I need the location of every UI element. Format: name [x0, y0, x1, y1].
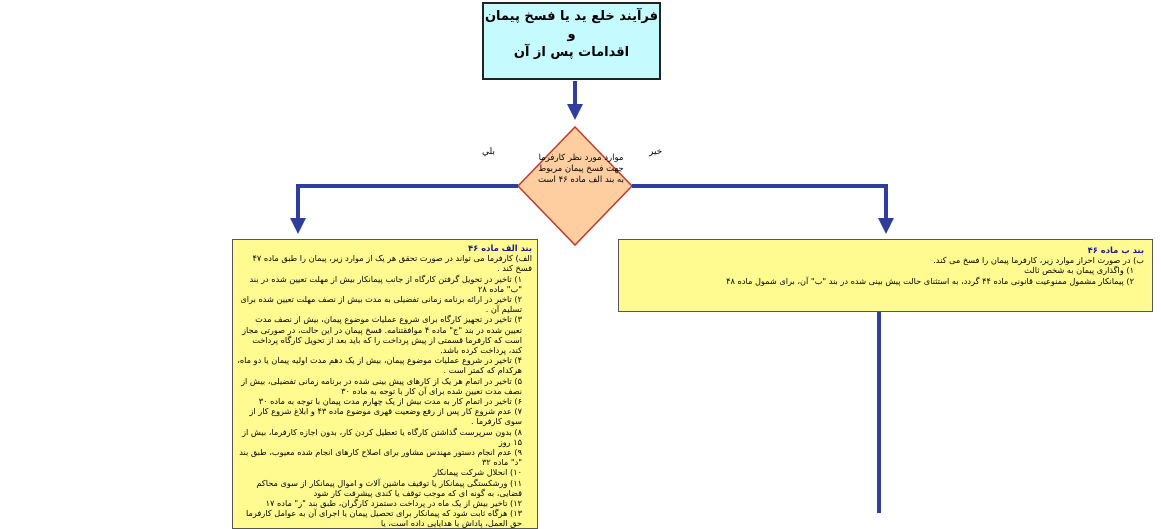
decision-diamond [518, 127, 632, 245]
clause-a-item: ۱۰) انحلال شرکت پیمانکار [432, 467, 522, 478]
process-title-box [482, 2, 661, 80]
clause-a-item: ۴) تاخیر در شروع عملیات موضوع پیمان، بیش از یک دهم مدت اولیه پیمان یا دو ماه، هرکدام که کمتر است . [237, 355, 522, 376]
branch-label-no: خير [649, 147, 663, 157]
clause-b-panel [618, 239, 1153, 312]
title-line-1: فرآیند خلع ید یا فسخ پیمان [484, 9, 659, 24]
connector-no-branch [632, 186, 886, 226]
clause-b-item: ۱) واگذاری پیمان به شخص ثالث [1024, 265, 1134, 276]
clause-b-heading: بند ب ماده ۴۶ [1087, 245, 1144, 255]
clause-a-item: ۷) عدم شروع کار پس از رفع وضعیت قهری موضوع ماده ۴۳ و ابلاغ شروع کار از سوی کارفرما . [249, 406, 522, 427]
clause-a-item: ۳) تاخیر در تجهیز کارگاه برای شروع عملیات موضوع پیمان، بیش از نصف مدت تعیین شده در بند "ج" ماده ۴ موافقتنامه. فسخ پیمان در این حالت، در صورتی مجاز است که کارفرما قسمتی از پیش پرداخت را که باید بعد از تحویل کارگاه پرداخت کند، پرداخت کرده باشد. [242, 314, 522, 356]
clause-a-item: ۹) عدم انجام دستور مهندس مشاور برای اصلاح کارهای انجام شده معیوب، طبق بند "د" ماده ۳۲ [239, 447, 522, 468]
title-line-2: و [567, 27, 576, 42]
clause-a-item: ۶) تاخیر در اتمام کار به مدت بیش از یک چهارم مدت پیمان با توجه به ماده ۳۰ [258, 396, 522, 407]
clause-a-panel [232, 239, 538, 529]
clause-b-item: ۲) پیمانکار مشمول ممنوعیت قانونی ماده ۴۴ گردد، به استثنای حالت پیش بینی شده در بند "ب" آن، برای شمول ماده ۴۸ [726, 275, 1134, 286]
title-line-3: اقدامات پس از آن [513, 45, 630, 60]
branch-label-yes: بلي [482, 147, 495, 157]
clause-a-item: ۱۲) تاخیر بیش از یک ماه در پرداخت دستمزد کارگران، طبق بند "ز" ماده ۱۷ [265, 498, 522, 509]
clause-a-intro: الف) کارفرما می تواند در صورت تحقق هر یک از موارد زیر، پیمان را طبق ماده ۴۷ فسخ کند . [252, 253, 532, 274]
clause-a-heading: بند الف ماده ۴۶ [468, 243, 532, 253]
clause-a-item: ۸) بدون سرپرست گذاشتن کارگاه یا تعطیل کردن کار، بدون اجازه کارفرما، بیش از ۱۵ روز [242, 426, 522, 447]
decision-label: موارد مورد نظر کارفرما جهت فسخ پیمان مربوط به بند الف ماده ۴۶ است [538, 153, 624, 185]
clause-a-item: ۱) تاخیر در تحویل گرفتن کارگاه از جانب پیمانکار بیش از مهلت تعیین شده در بند "ب" ماده ۲۸ [249, 273, 522, 294]
clause-a-item: ۲) تاخیر در ارائه برنامه زمانی تفضیلی به مدت بیش از نصف مهلت تعیین شده برای تسلیم آن . [240, 294, 522, 315]
clause-a-item: ۱۳) هرگاه ثابت شود که پیمانکار برای تحصیل پیمان یا اجرای آن به عوامل کارفرما حق العمل، پاداش یا هدایایی داده است، یا [246, 508, 522, 529]
clause-b-intro: ب) در صورت احراز موارد زیر، کارفرما پیمان را فسخ می کند. [933, 255, 1144, 266]
clause-a-item: ۵) تاخیر در اتمام هر یک از کارهای پیش بینی شده در برنامه زمانی تفضیلی، بیش از نصف مدت تعیین شده برای آن کار با توجه به ماده ۳۰ [241, 375, 522, 396]
clause-a-list [237, 274, 532, 529]
connector-yes-branch [298, 186, 518, 226]
clause-b-list [625, 265, 1144, 285]
clause-a-item: ۱۱) ورشکستگی پیمانکار یا توقیف ماشین آلات و اموال پیمانکار از سوی محاکم قضایی، به گونه ای که موجب توقف یا کندی پیشرفت کار شود [256, 477, 522, 498]
